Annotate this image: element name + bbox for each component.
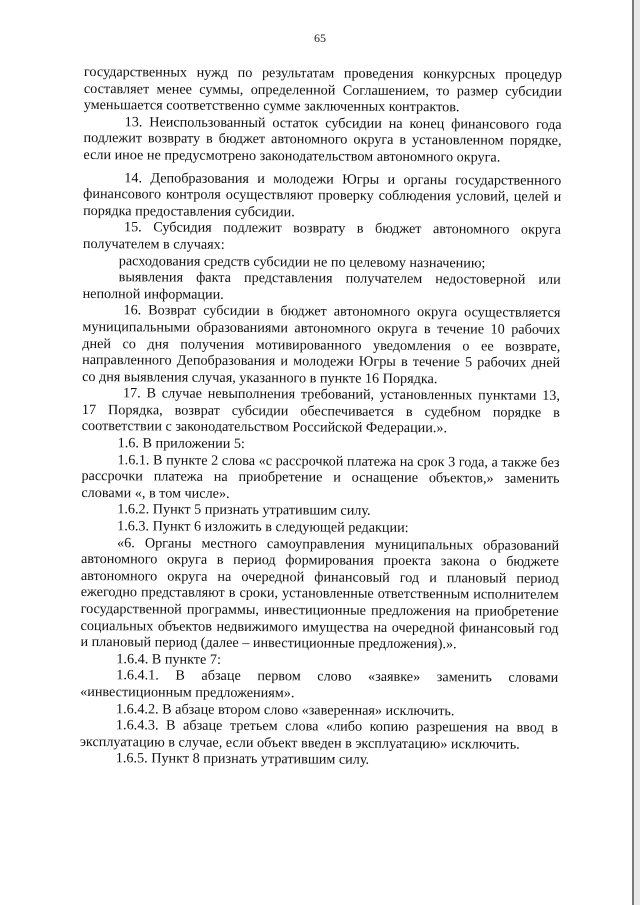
paragraph: 16. Возврат субсидии в бюджет автономного округа осуществляется муниципальными образованиями автономного округа в течение 10 рабочих дней со дня получения мотивированного уведомления о ее возврате, направленного Депобразования и молодежи Югры в течение 5 рабочих дней со дня выявления случая, указанного в пункте 16 Порядка.	[82, 302, 561, 387]
paragraph: выявления факта представления получателем недостоверной или неполной информации.	[82, 269, 561, 303]
document-body	[80, 64, 562, 770]
paragraph: 1.6.4.1. В абзаце первом слово «заявке» заменить словами «инвестиционным предложениям».	[80, 667, 559, 702]
paragraph: 1.6. В приложении 5:	[117, 435, 245, 453]
paragraph: 1.6.3. Пункт 6 изложить в следующей редакции:	[117, 518, 409, 537]
paragraph: 13. Неиспользованный остаток субсидии на конец финансового года подлежит возврату в бюджет автономного округа в установленном порядке, если иное не предусмотрено законодательством автономного округа.	[83, 114, 562, 166]
paragraph: 1.6.4.3. В абзаце третьем слова «либо копию разрешения на ввод в эксплуатацию в случае, если объект введен в эксплуатацию» исключить.	[79, 717, 559, 753]
paragraph: 1.6.1. В пункте 2 слова «с рассрочкой платежа на срок 3 года, а также без рассрочки платежа на приобретение и оснащение объектов,» заменить словами «, в том числе».	[81, 451, 560, 502]
paragraph: «6. Органы местного самоуправления муниципальных образований автономного округа в период формирования проекта закона о бюджете автономного округа на очередной финансовый год и плановый период ежегодно представляют в сроки, установленные ответственным исполнителем государственной программы, инвестиционные предложения на приобретение социальных объектов недвижимого имущества на очередной финансовый год и плановый период (далее – инвестиционные предложения).».	[80, 534, 560, 653]
paragraph: 1.6.4.2. В абзаце втором слово «заверенная» исключить.	[116, 700, 455, 719]
page-number: 65	[314, 31, 326, 45]
page-edge-line	[632, 0, 634, 905]
paragraph: 1.6.4. В пункте 7:	[116, 650, 221, 668]
page-shadow	[634, 0, 640, 905]
paragraph: государственных нужд по результатам проведения конкурсных процедур составляет менее суммы, определенной Соглашением, то размер субсидии уменьшается соответственно сумме заключенных контрактов.	[83, 64, 562, 116]
paragraph: 1.6.5. Пункт 8 признать утратившим силу.	[115, 750, 370, 769]
paragraph: 17. В случае невыполнения требований, установленных пунктами 13, 17 Порядка, возврат субсидии обеспечивается в судебном порядке в соответствии с законодательством Российской Федерации.».	[81, 385, 561, 437]
paragraph: расходования средств субсидии не по целевому назначению;	[118, 252, 486, 271]
paragraph: 1.6.2. Пункт 5 признать утратившим силу.	[117, 501, 371, 520]
paragraph: 14. Депобразования и молодежи Югры и органы государственного финансового контроля осуществляют проверку соблюдения условий, целей и порядка предоставления субсидии.	[83, 169, 562, 221]
paragraph: 15. Субсидия подлежит возврату в бюджет автономного округа получателем в случаях:	[82, 219, 562, 253]
